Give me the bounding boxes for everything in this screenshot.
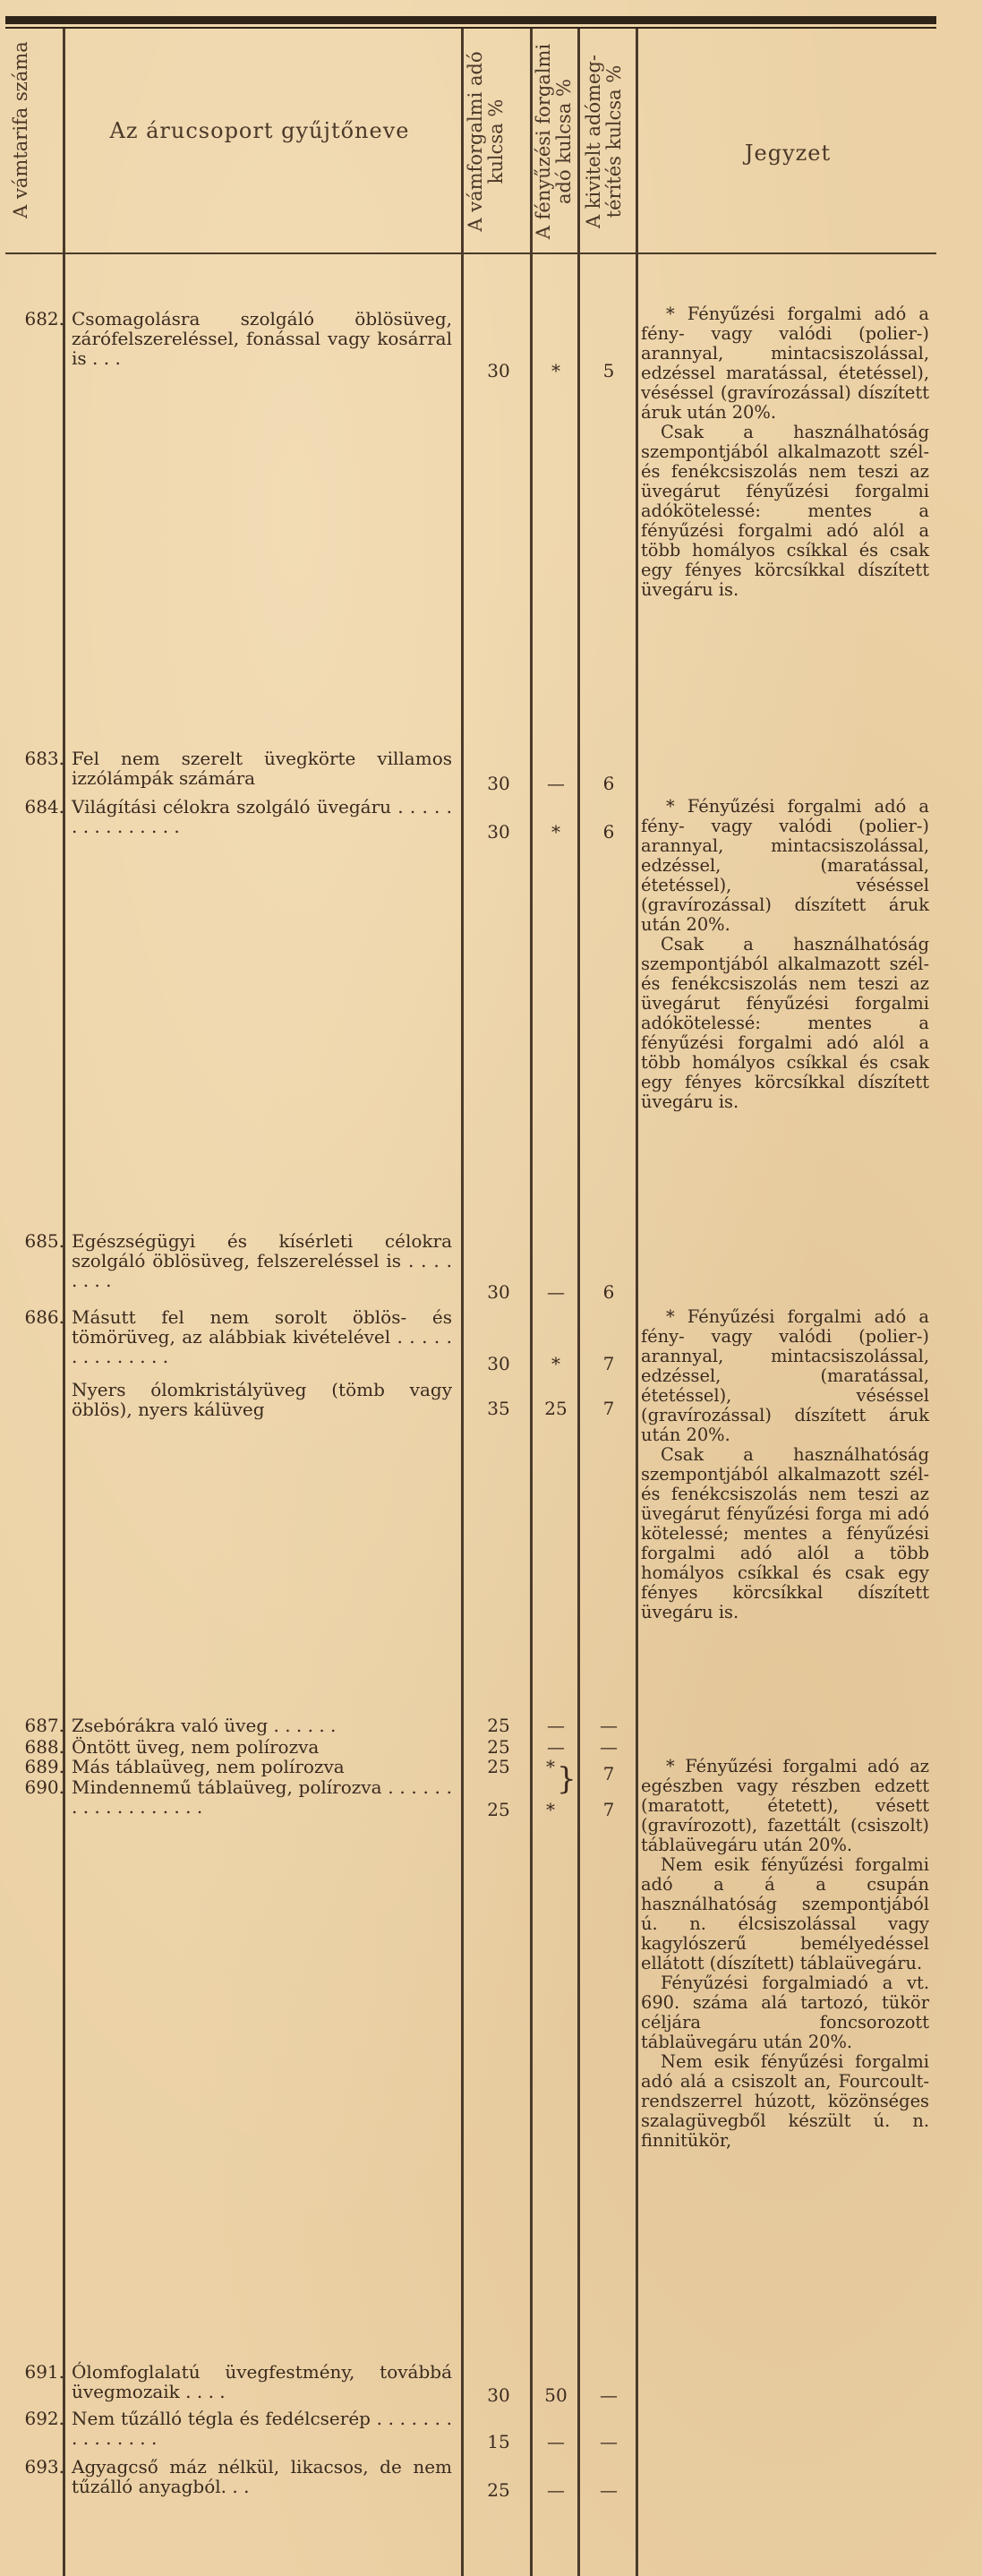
tariff-number: 687. [24, 1715, 64, 1736]
column-divider [577, 29, 580, 2576]
tariff-number: 686. [24, 1306, 64, 1328]
luxury-tax-rate: * [546, 1756, 555, 1777]
note-paragraph: Fényűzési forgalmiadó a vt. 690. száma alá tartozó, tükör céljára foncsorozott táblaüvegáru után 20%. [641, 1973, 929, 2052]
note-paragraph: * Fényűzési forgalmi adó a fény- vagy valódi (polier-) arannyal, mintacsiszolással, edzéssel, (maratással, étetéssel), véséssel (gravírozással) díszített áruk után 20%. [641, 1306, 929, 1445]
top-thin-rule [5, 27, 936, 29]
note-paragraph: Csak a használhatóság szempontjából alkalmazott szél- és fenékcsiszolás nem teszi az üvegárut fényűzési forga mi adó kötelessé; mentes a fényűzési forgalmi adó alól a több homályos csíkkal és csak egy fényes körcsíkkal díszített üvegáru is. [641, 1444, 929, 1622]
turnover-tax-rate: 30 [487, 773, 510, 794]
export-refund-rate: 6 [602, 773, 615, 794]
top-double-rule [5, 16, 936, 24]
tariff-number: 682. [24, 308, 64, 329]
turnover-tax-rate: 30 [487, 1353, 510, 1374]
header-luxury-tax: A fényűzési forgalmi adó kulcsa % [533, 43, 575, 240]
export-refund-rate: 7 [602, 1763, 615, 1784]
group-description: Mindennemű táblaüveg, polírozva . . . . . . . . . . . . . . . . . . [72, 1776, 452, 1818]
note-paragraph: Csak a használhatóság szempontjából alkalmazott szél- és fenékcsiszolás nem teszi az üvegárut fényűzési forgalmi adókötelessé: mentes a fényűzési forgalmi adó alól a több homályos csíkkal és csak egy fényes körcsíkkal díszített üvegáru is. [641, 422, 929, 600]
note-paragraph: Nem esik fényűzési forgalmi adó a á a csupán használhatóság szempontjából ú. n. élcsiszolással vagy kagylószerű bemélyedéssel ellátott (díszített) táblaüvegáru. [641, 1854, 929, 1973]
note-689-690 [641, 1757, 929, 2151]
luxury-tax-rate: 25 [544, 1398, 568, 1419]
group-description: Agyagcső máz nélkül, likacsos, de nem tűzálló anyagból. . . [72, 2456, 452, 2497]
header-export-refund: A kivitelt adómeg-térítés kulcsa % [583, 54, 625, 229]
turnover-tax-rate: 25 [487, 2479, 510, 2501]
luxury-tax-rate: — [547, 1736, 565, 1758]
group-description: Egészségügyi és kísérleti célokra szolgáló öblösüveg, felszereléssel is . . . . . . . . [72, 1230, 452, 1291]
note-686 [641, 1307, 929, 1622]
group-description: Csomagolásra szolgáló öblösüveg, zárófelszereléssel, fonással vagy kosárral is . . . [72, 308, 452, 369]
header-group-name: Az árucsoport gyűjtőneve [109, 118, 410, 143]
group-description: Nyers ólomkristályüveg (tömb vagy öblös), nyers kálüveg [72, 1379, 452, 1420]
note-paragraph: * Fényűzési forgalmi adó a fény- vagy valódi (polier-) arannyal, mintacsiszolással, edzéssel maratással, étetéssel), véséssel (gravírozással) díszített áruk után 20%. [641, 304, 929, 423]
luxury-tax-rate: * [551, 1353, 560, 1374]
group-description: Másutt fel nem sorolt öblös- és tömörüveg, az alábbiak kivételével . . . . . . . . . . . . . . [72, 1306, 452, 1367]
turnover-tax-rate: 25 [487, 1799, 510, 1820]
export-refund-rate: — [600, 1736, 618, 1758]
group-description: Öntött üveg, nem polírozva [72, 1736, 320, 1758]
turnover-tax-rate: 30 [487, 360, 510, 381]
export-refund-rate: 6 [602, 1281, 615, 1303]
luxury-tax-rate: — [547, 1281, 565, 1303]
tariff-number: 693. [24, 2456, 64, 2478]
export-refund-rate: 7 [602, 1353, 615, 1374]
tariff-number: 684. [24, 796, 64, 817]
group-description: Fel nem szerelt üvegkörte villamos izzólámpák számára [72, 748, 452, 789]
luxury-tax-rate: * [546, 1799, 555, 1820]
tariff-number: 692. [24, 2408, 64, 2429]
note-682 [641, 304, 929, 600]
turnover-tax-rate: 30 [487, 1281, 510, 1303]
luxury-tax-rate: 50 [544, 2384, 568, 2406]
bracket-symbol: } [557, 1761, 576, 1797]
turnover-tax-rate: 25 [487, 1736, 510, 1758]
turnover-tax-rate: 25 [487, 1715, 510, 1736]
group-description: Zsebórákra való üveg . . . . . . [72, 1715, 337, 1736]
export-refund-rate: 7 [602, 1398, 615, 1419]
export-refund-rate: — [600, 1715, 618, 1736]
luxury-tax-rate: * [551, 821, 560, 843]
turnover-tax-rate: 35 [487, 1398, 510, 1419]
header-note: Jegyzet [744, 141, 832, 166]
group-description: Más táblaüveg, nem polírozva [72, 1756, 345, 1777]
export-refund-rate: — [600, 2431, 618, 2452]
header-tariff-number: A vámtarifa száma [10, 41, 31, 218]
group-description: Világítási célokra szolgáló üvegáru . . . . . . . . . . . . . . . [72, 796, 452, 837]
tariff-number: 689. [24, 1756, 64, 1777]
turnover-tax-rate: 25 [487, 1756, 510, 1777]
header-turnover-tax: A vámforgalmi adó kulcsa % [465, 51, 507, 232]
tariff-number: 688. [24, 1736, 64, 1758]
tariff-number: 690. [24, 1776, 64, 1798]
turnover-tax-rate: 15 [487, 2431, 510, 2452]
column-divider [461, 29, 464, 2576]
export-refund-rate: — [600, 2479, 618, 2501]
note-paragraph: * Fényűzési forgalmi adó az egészben vagy részben edzett (maratott, étetett), vésett (gravírozott), fazettált (csiszolt) táblaüvegáru után 20%. [641, 1756, 929, 1855]
note-684 [641, 797, 929, 1112]
luxury-tax-rate: — [547, 2479, 565, 2501]
turnover-tax-rate: 30 [487, 2384, 510, 2406]
luxury-tax-rate: — [547, 2431, 565, 2452]
header-bottom-rule [5, 252, 936, 254]
note-paragraph: * Fényűzési forgalmi adó a fény- vagy valódi (polier-) arannyal, mintacsiszolással, edzéssel, (maratással, étetéssel), véséssel (gravírozással) díszített áruk után 20%. [641, 796, 929, 935]
column-divider [530, 29, 533, 2576]
turnover-tax-rate: 30 [487, 821, 510, 843]
note-paragraph: Nem esik fényűzési forgalmi adó alá a csiszolt an, Fourcoult-rendszerrel húzott, közönséges szalagüvegből készült ú. n. finnitükör, [641, 2051, 929, 2151]
export-refund-rate: 6 [602, 821, 615, 843]
tariff-number: 685. [24, 1230, 64, 1252]
note-paragraph: Csak a használhatóság szempontjából alkalmazott szél- és fenékcsiszolás nem teszi az üvegárut fényűzési forgalmi adókötelessé: mentes a fényűzési forgalmi adó alól a több homályos csíkkal és csak egy fényes körcsíkkal díszített üvegáru is. [641, 934, 929, 1112]
tariff-number: 691. [24, 2361, 64, 2383]
luxury-tax-rate: — [547, 773, 565, 794]
luxury-tax-rate: — [547, 1715, 565, 1736]
tariff-number: 683. [24, 748, 64, 769]
export-refund-rate: 5 [602, 360, 615, 381]
export-refund-rate: — [600, 2384, 618, 2406]
export-refund-rate: 7 [602, 1799, 615, 1820]
group-description: Ólomfoglalatú üvegfestmény, továbbá üvegmozaik . . . . [72, 2361, 452, 2402]
group-description: Nem tűzálló tégla és fedélcserép . . . . . . . . . . . . . . . [72, 2408, 452, 2449]
column-divider [636, 29, 638, 2576]
luxury-tax-rate: * [551, 360, 560, 381]
column-divider [63, 29, 65, 2576]
